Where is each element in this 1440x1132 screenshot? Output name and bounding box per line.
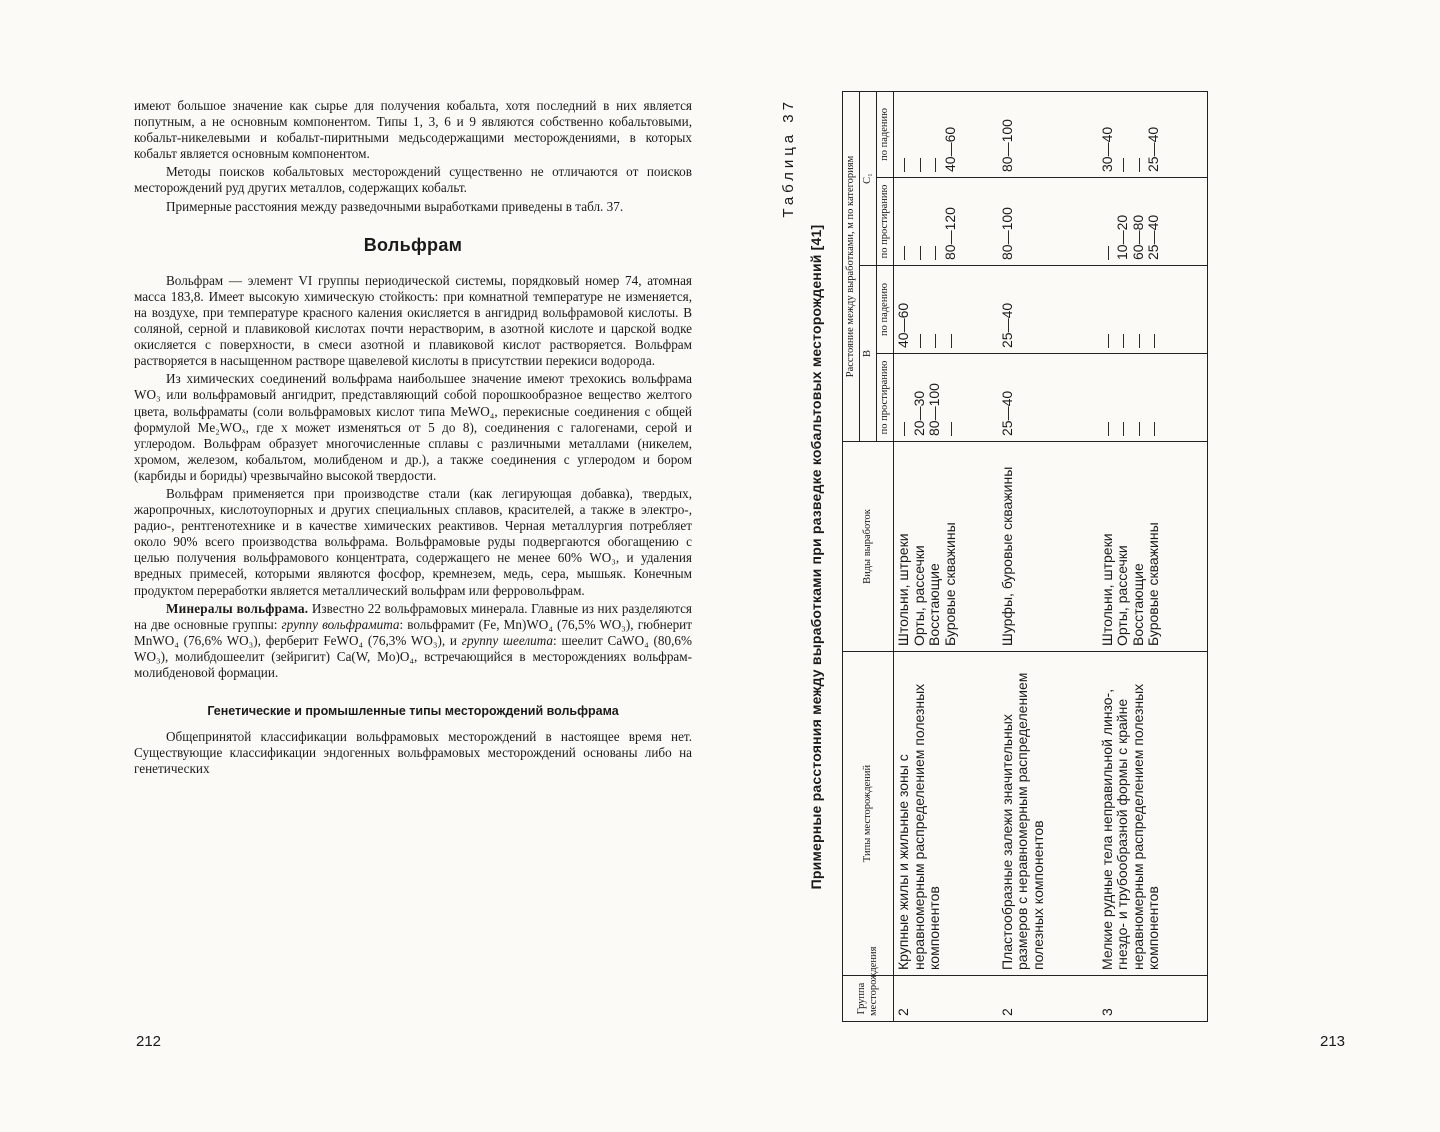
cell-line: — — [941, 422, 958, 436]
cell-c1-dip — [998, 91, 1098, 177]
cell-line: — — [1098, 246, 1115, 260]
table-row — [894, 91, 998, 1021]
cell-line: Буровые скважины — [941, 522, 958, 646]
cell-c1-strike — [894, 178, 998, 266]
cell-line: Орты, рассечки — [1114, 545, 1130, 646]
cell-line: — — [1114, 422, 1130, 436]
cell-c1-dip — [1098, 91, 1208, 177]
cell-line: 40—60 — [941, 126, 958, 172]
cell-line: Буровые скважины — [1145, 522, 1161, 646]
cell-line: — — [910, 158, 927, 172]
cell-line: 25—40 — [1145, 214, 1161, 260]
cell-line: — — [941, 334, 958, 348]
cell-line: 25—40 — [998, 390, 1015, 436]
cell-line: — — [1114, 334, 1130, 348]
section-title: Вольфрам — [363, 234, 463, 255]
cell-c1-strike — [998, 178, 1098, 266]
group-name: группу шеелита — [461, 632, 554, 648]
header-cat-b: B — [860, 266, 877, 442]
header-cat-c1: C₁ — [860, 91, 877, 265]
cell-line: — — [895, 158, 911, 172]
cell-line: 25—40 — [1145, 126, 1161, 172]
text-run: Известно 22 вольфрамовых минерала. Главные из них разделяются на две основные группы: — [134, 600, 692, 632]
cell-group: 2 — [998, 976, 1098, 1022]
cell-line: — — [910, 246, 927, 260]
cell-b-strike — [998, 354, 1098, 442]
page-number: 212 — [136, 1033, 162, 1050]
cell-type: Пластообразные залежи значительных размеров с неравномерным распределением полезных компонентов — [998, 652, 1098, 976]
table-caption: Примерные расстояния между выработками при разведке кобальтовых месторождений [41] — [808, 224, 824, 890]
cell-line: 80—100 — [998, 207, 1015, 260]
cell-line: — — [1098, 334, 1115, 348]
cell-line: — — [926, 246, 942, 260]
right-page — [720, 0, 1440, 1132]
cell-line: 10—20 — [1114, 214, 1130, 260]
header-strike: по простиранию — [877, 354, 894, 442]
header-dip: по падению — [877, 91, 894, 177]
cell-b-dip — [1098, 266, 1208, 354]
cell-line: 30—40 — [1098, 126, 1115, 172]
cell-b-dip — [998, 266, 1098, 354]
cell-line: — — [926, 334, 942, 348]
paragraph: Общепринятой классификации вольфрамовых месторождений в настоящее время нет. Существующие классификации эндогенных вольфрамовых месторождений основаны либо на генетических — [134, 729, 692, 777]
cell-line: Штольни, штреки — [1098, 533, 1115, 646]
cell-b-strike — [1098, 354, 1208, 442]
left-text-column — [134, 98, 692, 777]
cell-line: — — [1129, 334, 1146, 348]
cell-b-dip — [894, 266, 998, 354]
cell-line: Восстающие — [1129, 563, 1146, 646]
paragraph: Вольфрам применяется при производстве стали (как легирующая добавка), твердых, жаропрочных, кислотоупорных и других специальных сплавов, красителей, а также в электро-, радио-, рентгенотехнике и в качестве химических реактивов. Черная металлургия потребляет около 90% всего производства вольфрама. Вольфрамовые руды подвергаются обогащению с целью получения вольфрамового концентрата, содержащего не менее 60% WO₃, и удаления вредных примесей, которыми являются фосфор, кремнезем, медь, сера, мышьяк. Конечным продуктом переработки является металлический вольфрам или ферровольфрам. — [134, 485, 692, 598]
header-works: Виды выработок — [843, 442, 894, 652]
cell-works — [894, 442, 998, 652]
cell-line: 40—60 — [895, 302, 911, 348]
cell-line: — — [1098, 422, 1115, 436]
cell-line: — — [1114, 158, 1130, 172]
cell-line: 80—100 — [926, 383, 942, 436]
cell-type: Крупные жилы и жильные зоны с неравномерным распределением полезных компонентов — [894, 652, 998, 976]
cell-works — [1098, 442, 1208, 652]
cell-line: 60—80 — [1129, 214, 1146, 260]
minerals-paragraph — [134, 601, 692, 681]
page-number: 213 — [1320, 1033, 1346, 1050]
cell-type: Мелкие рудные тела неправильной линзо-, гнездо- и трубообразной формы с крайне неравномерным распределением полезных компонентов — [1098, 652, 1208, 976]
cell-group: 2 — [894, 976, 998, 1022]
rotated-table-block — [778, 92, 1170, 1022]
table-row — [998, 91, 1098, 1021]
cell-line: — — [1129, 158, 1146, 172]
cell-b-strike — [894, 354, 998, 442]
paragraph: Примерные расстояния между разведочными выработками приведены в табл. 37. — [166, 198, 624, 214]
text-run: : шеелит CaWO₄ (80,6% WO₃), молибдошеелит (зейригит) Ca(W, Mo)O₄, встречающийся в месторождениях вольфрам-молибденовой формации. — [134, 632, 692, 680]
cell-line: — — [895, 422, 911, 436]
header-distance: Расстояние между выработками, м по категориям — [843, 91, 860, 441]
cell-line: — — [1145, 334, 1161, 348]
cell-group: 3 — [1098, 976, 1208, 1022]
table-row — [1098, 91, 1208, 1021]
header-group: Группа месторождения — [843, 976, 894, 1022]
cell-line: — — [910, 334, 927, 348]
cell-line: 20—30 — [910, 390, 927, 436]
header-types: Типы месторождений — [843, 652, 894, 976]
cell-line: — — [1129, 422, 1146, 436]
text-run: : вольфрамит (Fe, Mn)WO₄ (76,5% WO₃), гюбнерит MnWO₄ (76,6% WO₃), ферберит FeWO₄ (76,3% WO₃), и — [134, 616, 692, 648]
cell-line: Орты, рассечки — [910, 545, 927, 646]
cell-line: — — [926, 158, 942, 172]
cell-line: — — [895, 246, 911, 260]
paragraph: Из химических соединений вольфрама наибольшее значение имеют трехокись вольфрама WO₃ или вольфрамовый ангидрит, представляющий собой порошкообразное вещество желтого цвета, вольфраматы (соли вольфрамовых кислот типа MeWO₄, перекисные соединения с общей формулой Me₂WOₓ, где x может изменяться от 5 до 8), соединения с галогенами, серой и углеродом. Вольфрам образует многочисленные сплавы с различными металлами (никелем, хромом, железом, кобальтом, молибденом и др.), а также соединения с углеродом и бором (карбиды и бориды) чрезвычайно высокой твердости. — [134, 371, 692, 483]
cell-line: Шурфы, буровые скважины — [998, 466, 1015, 646]
paragraph: Вольфрам — элемент VI группы периодической системы, порядковый номер 74, атомная масса 183,8. Имеет высокую химическую стойкость: при комнатной температуре не изменяется, на воздухе, при температуре красного каления окисляется в ангидрид вольфрамовой кислоты. В соляной, серной и плавиковой кислотах почти нерастворим, в азотной кислоте и царской водке окисляется с поверхности, в смеси азотной и плавиковой кислот растворяется. Вольфрам растворяется в насыщенном растворе щавелевой кислоты в присутствии перекиси водорода. — [134, 272, 692, 369]
cell-line: Штольни, штреки — [895, 533, 911, 646]
cell-line: 25—40 — [998, 302, 1015, 348]
cell-line: — — [1145, 422, 1161, 436]
table-37 — [842, 91, 1208, 1022]
cell-line: Восстающие — [926, 563, 942, 646]
paragraph: Методы поисков кобальтовых месторождений существенно не отличаются от поисков месторождений руд других металлов, содержащих кобальт. — [134, 164, 692, 196]
cell-line: 80—100 — [998, 119, 1015, 172]
cell-c1-dip — [894, 91, 998, 177]
table-label: Таблица 37 — [780, 98, 797, 218]
cell-works — [998, 442, 1098, 652]
group-name: группу вольфрамита — [281, 616, 400, 632]
cell-c1-strike — [1098, 178, 1208, 266]
subsection-title: Генетические и промышленные типы месторождений вольфрама — [207, 704, 619, 719]
header-strike: по простиранию — [877, 178, 894, 266]
cell-line: 80—120 — [941, 207, 958, 260]
minerals-lead: Минералы вольфрама. — [166, 600, 309, 616]
header-dip: по падению — [877, 266, 894, 354]
paragraph: имеют большое значение как сырье для получения кобальта, хотя последний в них является попутным, а не основным компонентом. Типы 1, 3, 6 и 9 являются собственно кобальтовыми, кобальт-никелевыми и кобальт-пиритными медьсодержащими месторождениями, в которых кобальт является основным компонентом. — [134, 98, 692, 162]
